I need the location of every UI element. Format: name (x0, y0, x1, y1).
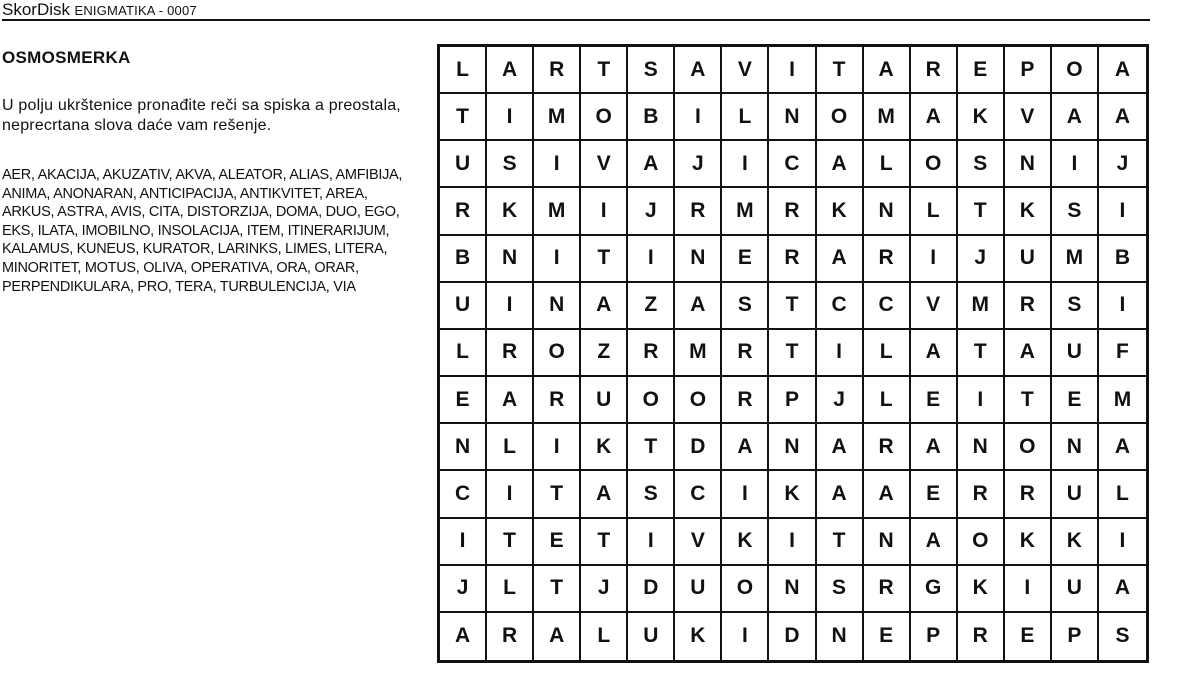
grid-cell: T (769, 283, 816, 330)
grid-cell: R (534, 377, 581, 424)
grid-cell: L (487, 424, 534, 471)
grid-cell: L (440, 47, 487, 94)
grid-cell: R (911, 47, 958, 94)
grid-cell: K (958, 566, 1005, 613)
grid-cell: F (1099, 330, 1146, 377)
grid-cell: A (487, 377, 534, 424)
grid-cell: A (1099, 94, 1146, 141)
grid-cell: A (1052, 94, 1099, 141)
grid-cell: U (1052, 566, 1099, 613)
grid-cell: A (675, 283, 722, 330)
grid-cell: I (817, 330, 864, 377)
grid-cell: A (581, 471, 628, 518)
grid-cell: A (911, 519, 958, 566)
grid-cell: O (911, 141, 958, 188)
grid-cell: I (534, 236, 581, 283)
grid-cell: Z (581, 330, 628, 377)
grid-cell: S (1052, 283, 1099, 330)
grid-cell: V (675, 519, 722, 566)
grid-cell: J (817, 377, 864, 424)
grid-cell: I (534, 141, 581, 188)
grid-cell: T (958, 188, 1005, 235)
grid-cell: C (864, 283, 911, 330)
grid-cell: R (769, 236, 816, 283)
grid-cell: I (487, 471, 534, 518)
grid-cell: R (628, 330, 675, 377)
grid-cell: A (817, 424, 864, 471)
grid-cell: R (864, 424, 911, 471)
grid-cell: S (1052, 188, 1099, 235)
grid-cell: I (1052, 141, 1099, 188)
grid-cell: U (1052, 471, 1099, 518)
header-subtitle: ENIGMATIKA - 0007 (74, 3, 197, 18)
grid-cell: T (817, 47, 864, 94)
grid-cell: V (1005, 94, 1052, 141)
grid-cell: A (1099, 424, 1146, 471)
grid-cell: K (1005, 519, 1052, 566)
grid-cell: P (911, 613, 958, 660)
grid-cell: I (1099, 188, 1146, 235)
grid-cell: A (440, 613, 487, 660)
grid-cell: L (911, 188, 958, 235)
grid-cell: I (628, 519, 675, 566)
grid-cell: L (864, 141, 911, 188)
grid-cell: R (769, 188, 816, 235)
grid-cell: I (487, 94, 534, 141)
grid-cell: C (675, 471, 722, 518)
grid-cell: K (1052, 519, 1099, 566)
grid-cell: O (675, 377, 722, 424)
grid-cell: U (440, 141, 487, 188)
grid-cell: E (440, 377, 487, 424)
grid-cell: E (958, 47, 1005, 94)
grid-cell: N (440, 424, 487, 471)
grid-cell: L (1099, 471, 1146, 518)
grid-cell: I (1005, 566, 1052, 613)
grid-cell: N (769, 424, 816, 471)
grid-cell: C (769, 141, 816, 188)
grid-cell: R (1005, 471, 1052, 518)
grid-cell: T (581, 236, 628, 283)
grid-cell: C (817, 283, 864, 330)
grid-cell: A (864, 471, 911, 518)
grid-cell: O (722, 566, 769, 613)
puzzle-title: OSMOSMERKA (2, 48, 131, 67)
grid-cell: J (675, 141, 722, 188)
grid-cell: K (817, 188, 864, 235)
grid-cell: N (675, 236, 722, 283)
grid-cell: V (911, 283, 958, 330)
grid-cell: M (1052, 236, 1099, 283)
grid-cell: T (440, 94, 487, 141)
grid-cell: R (487, 613, 534, 660)
grid-cell: M (1099, 377, 1146, 424)
grid-cell: N (769, 566, 816, 613)
grid-cell: N (958, 424, 1005, 471)
grid-cell: S (628, 471, 675, 518)
grid-cell: N (864, 519, 911, 566)
grid-cell: A (487, 47, 534, 94)
grid-cell: R (958, 613, 1005, 660)
grid-cell: L (722, 94, 769, 141)
grid-cell: K (1005, 188, 1052, 235)
grid-cell: L (864, 330, 911, 377)
grid-cell: R (722, 377, 769, 424)
grid-cell: B (628, 94, 675, 141)
grid-cell: T (1005, 377, 1052, 424)
grid-cell: E (911, 377, 958, 424)
letter-grid (437, 44, 1149, 663)
grid-cell: P (1052, 613, 1099, 660)
grid-cell: K (487, 188, 534, 235)
grid-cell: R (534, 47, 581, 94)
grid-cell: A (534, 613, 581, 660)
grid-cell: M (958, 283, 1005, 330)
grid-cell: N (534, 283, 581, 330)
grid-cell: N (487, 236, 534, 283)
grid-cell: O (581, 94, 628, 141)
grid-cell: L (581, 613, 628, 660)
grid-cell: T (581, 47, 628, 94)
grid-cell: C (440, 471, 487, 518)
grid-cell: O (1005, 424, 1052, 471)
grid-cell: O (534, 330, 581, 377)
grid-cell: A (628, 141, 675, 188)
grid-cell: I (581, 188, 628, 235)
grid-cell: I (722, 613, 769, 660)
grid-cell: A (911, 424, 958, 471)
grid-cell: I (440, 519, 487, 566)
grid-cell: G (911, 566, 958, 613)
grid-cell: S (722, 283, 769, 330)
grid-cell: A (817, 141, 864, 188)
grid-cell: M (534, 188, 581, 235)
grid-cell: R (864, 236, 911, 283)
grid-cell: U (581, 377, 628, 424)
grid-cell: K (722, 519, 769, 566)
grid-cell: S (487, 141, 534, 188)
brand-name: SkorDisk (2, 0, 71, 19)
grid-cell: A (675, 47, 722, 94)
grid-cell: R (487, 330, 534, 377)
grid-cell: N (864, 188, 911, 235)
grid-cell: I (769, 519, 816, 566)
grid-cell: T (534, 471, 581, 518)
grid-cell: I (1099, 519, 1146, 566)
grid-cell: T (628, 424, 675, 471)
word-list: AER, AKACIJA, AKUZATIV, AKVA, ALEATOR, ALIAS, AMFIBIJA, ANIMA, ANONARAN, ANTICIPACIJA, ANTIKVITET, AREA, ARKUS, ASTRA, AVIS, CITA, DISTORZIJA, DOMA, DUO, EGO, EKS, ILATA, IMOBILNO, INSOLACIJA, ITEM, ITINERARIJUM, KALAMUS, KUNEUS, KURATOR, LARINKS, LIMES, LITERA, MINORITET, MOTUS, OLIVA, OPERATIVA, ORA, ORAR, PERPENDIKULARA, PRO, TERA, TURBULENCIJA, VIA (2, 167, 403, 295)
puzzle-instructions: U polju ukrštenice pronađite reči sa spiska a preostala, neprecrtana slova daće vam rešenje. (2, 97, 401, 134)
grid-cell: I (911, 236, 958, 283)
grid-cell: K (675, 613, 722, 660)
grid-cell: B (1099, 236, 1146, 283)
grid-cell: V (581, 141, 628, 188)
grid-cell: I (722, 141, 769, 188)
grid-cell: J (628, 188, 675, 235)
grid-cell: U (440, 283, 487, 330)
grid-cell: U (628, 613, 675, 660)
grid-cell: I (534, 424, 581, 471)
grid-cell: O (628, 377, 675, 424)
grid-cell: L (440, 330, 487, 377)
grid-cell: A (817, 236, 864, 283)
grid-cell: I (1099, 283, 1146, 330)
grid-cell: J (958, 236, 1005, 283)
grid-cell: R (958, 471, 1005, 518)
grid-cell: P (769, 377, 816, 424)
grid-cell: J (1099, 141, 1146, 188)
grid-cell: U (675, 566, 722, 613)
grid-cell: R (675, 188, 722, 235)
grid-cell: D (675, 424, 722, 471)
grid-cell: O (958, 519, 1005, 566)
grid-cell: R (440, 188, 487, 235)
grid-cell: E (1005, 613, 1052, 660)
grid-cell: J (581, 566, 628, 613)
grid-cell: S (1115, 624, 1130, 648)
grid-cell: A (911, 94, 958, 141)
grid-cell: I (722, 471, 769, 518)
grid-cell: J (440, 566, 487, 613)
grid-cell: S (817, 566, 864, 613)
grid-cell: T (817, 519, 864, 566)
grid-cell: O (817, 94, 864, 141)
grid-cell: T (487, 519, 534, 566)
grid-cell: T (958, 330, 1005, 377)
grid-cell: R (722, 330, 769, 377)
grid-cell: A (1099, 47, 1146, 94)
grid-cell: A (864, 47, 911, 94)
grid-cell: T (769, 330, 816, 377)
grid-cell: L (864, 377, 911, 424)
grid-cell: K (958, 94, 1005, 141)
grid-cell: A (911, 330, 958, 377)
grid-cell: Z (628, 283, 675, 330)
grid-cell: E (534, 519, 581, 566)
grid-cell: A (1099, 566, 1146, 613)
grid-cell: D (628, 566, 675, 613)
grid-cell: T (534, 566, 581, 613)
grid-cell: S (628, 47, 675, 94)
grid-cell: A (722, 424, 769, 471)
grid-cell: M (722, 188, 769, 235)
grid-cell: U (1052, 330, 1099, 377)
grid-cell: R (864, 566, 911, 613)
grid-cell: A (1005, 330, 1052, 377)
grid-cell: S (958, 141, 1005, 188)
grid-cell: N (769, 94, 816, 141)
grid-cell: A (581, 283, 628, 330)
grid-cell: A (817, 471, 864, 518)
grid-cell: E (722, 236, 769, 283)
grid-cell: M (534, 94, 581, 141)
grid-cell: P (1005, 47, 1052, 94)
grid-cell: E (864, 613, 911, 660)
page-header (2, 0, 1150, 21)
grid-cell: O (1052, 47, 1099, 94)
grid-cell: V (722, 47, 769, 94)
grid-cell: I (675, 94, 722, 141)
grid-cell: I (487, 283, 534, 330)
grid-cell: I (958, 377, 1005, 424)
grid-cell: M (675, 330, 722, 377)
grid-cell: D (769, 613, 816, 660)
grid-cell: L (487, 566, 534, 613)
grid-cell: N (1052, 424, 1099, 471)
grid-cell: I (628, 236, 675, 283)
grid-cell: K (581, 424, 628, 471)
grid-cell: N (1005, 141, 1052, 188)
grid-cell: I (769, 47, 816, 94)
grid-cell: E (911, 471, 958, 518)
grid-cell: E (1052, 377, 1099, 424)
grid-cell: T (581, 519, 628, 566)
grid-cell: N (817, 613, 864, 660)
grid-cell: U (1005, 236, 1052, 283)
grid-cell: B (440, 236, 487, 283)
grid-cell: K (769, 471, 816, 518)
grid-cell: M (864, 94, 911, 141)
grid-cell: R (1005, 283, 1052, 330)
